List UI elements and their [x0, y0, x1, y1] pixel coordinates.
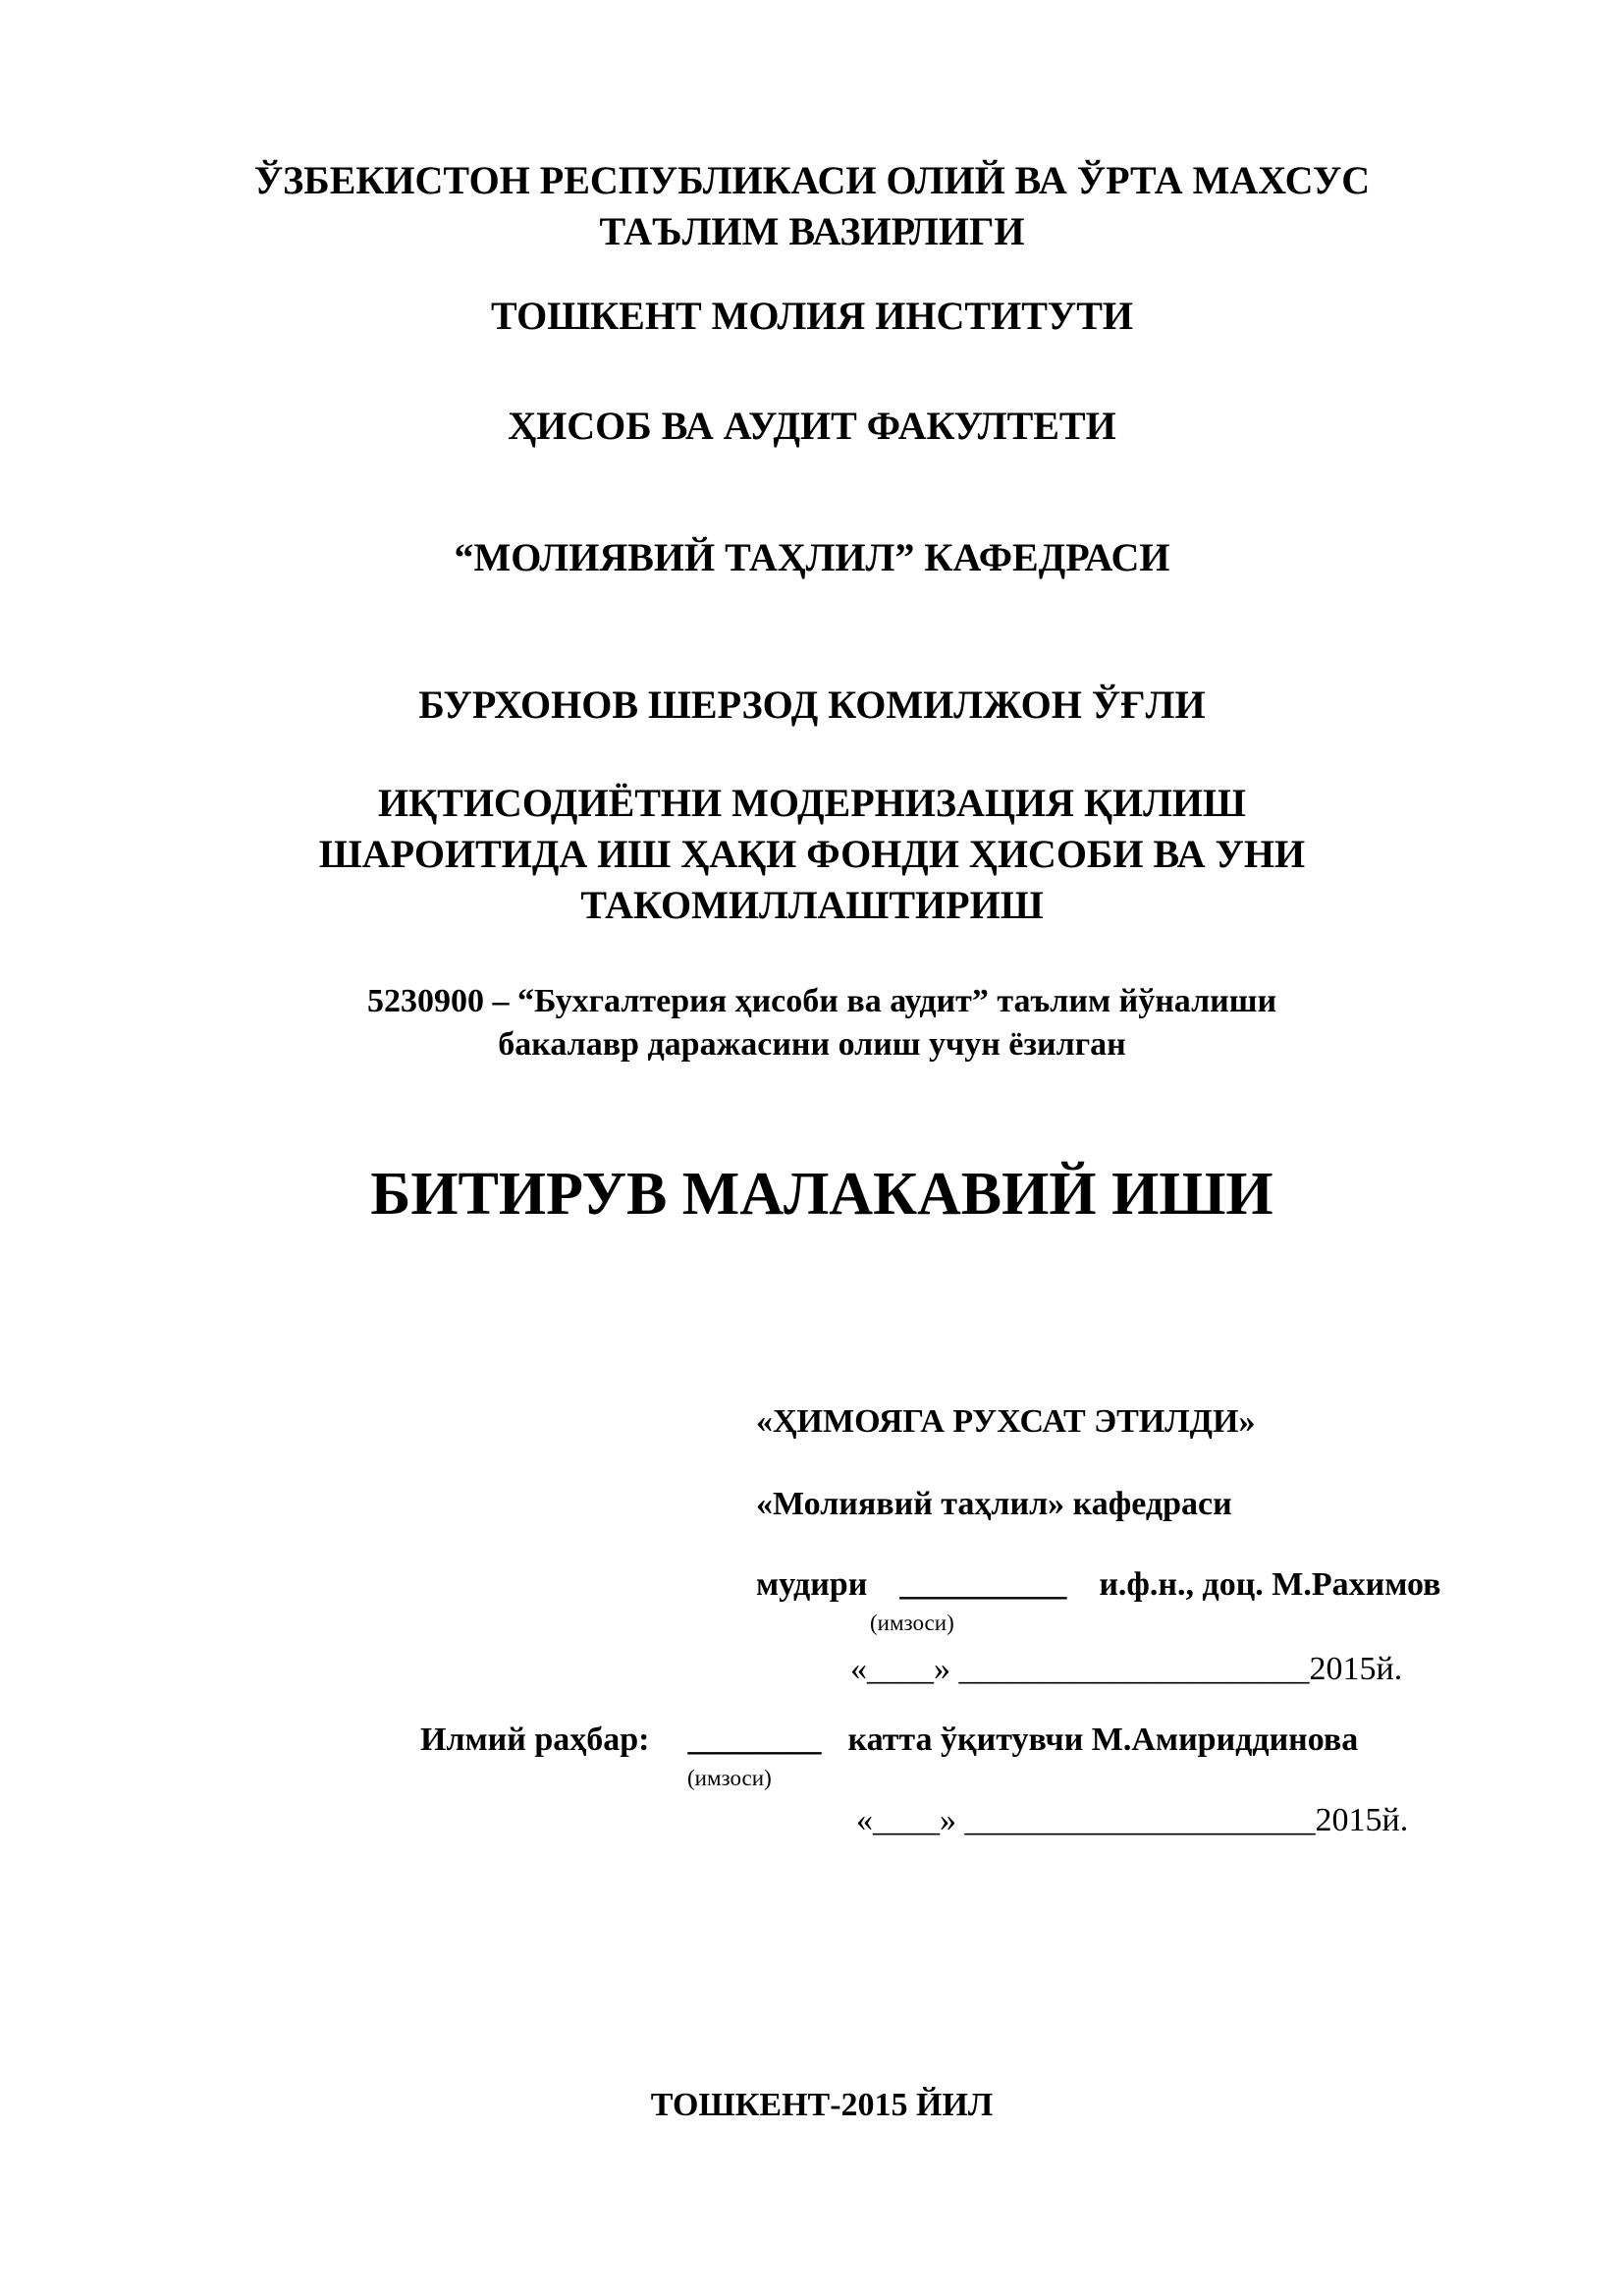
ministry-line-1: ЎЗБЕКИСТОН РЕСПУБЛИКАСИ ОЛИЙ ВА ЎРТА МАХСУС [253, 158, 1371, 202]
footer-city-year: ТОШКЕНТ-2015 ЙИЛ [650, 2087, 994, 2123]
institute-name: ТОШКЕНТ МОЛИЯ ИНСТИТУТИ [490, 294, 1134, 338]
supervisor-line [420, 1721, 1358, 1760]
department-name: “МОЛИЯВИЙ ТАҲЛИЛ” КАФЕДРАСИ [454, 535, 1170, 579]
approval-head-signature-blank: __________ [899, 1566, 1067, 1603]
approval-head-name: и.ф.н., доц. М.Рахимов [1099, 1566, 1441, 1603]
supervisor-date-line: «____» _____________________2015й. [856, 1802, 1409, 1838]
author-name: БУРХОНОВ ШЕРЗОД КОМИЛЖОН ЎҒЛИ [418, 683, 1206, 727]
supervisor-label: Илмий раҳбар: [420, 1722, 650, 1758]
thesis-title-line-1: ИҚТИСОДИЁТНИ МОДЕРНИЗАЦИЯ ҚИЛИШ [378, 781, 1246, 825]
supervisor-signature-caption: (имзоси) [687, 1766, 772, 1790]
faculty-name: ҲИСОБ ВА АУДИТ ФАКУЛТЕТИ [508, 404, 1116, 448]
thesis-title-line-2: ШАРОИТИДА ИШ ҲАҚИ ФОНДИ ҲИСОБИ ВА УНИ [318, 832, 1306, 876]
specialty-line-2: бакалавр даражасини олиш учун ёзилган [498, 1026, 1126, 1063]
approval-signature-caption: (имзоси) [870, 1611, 954, 1635]
supervisor-name: катта ўқитувчи М.Амириддинова [847, 1722, 1359, 1758]
supervisor-signature-blank: ________ [687, 1722, 822, 1758]
approval-title: «ҲИМОЯГА РУХСАТ ЭТИЛДИ» [756, 1403, 1256, 1440]
approval-head-label: мудири [756, 1566, 868, 1603]
work-type-title: БИТИРУВ МАЛАКАВИЙ ИШИ [370, 1161, 1273, 1228]
approval-department: «Молиявий таҳлил» кафедраси [756, 1486, 1232, 1522]
ministry-line-2: ТАЪЛИМ ВАЗИРЛИГИ [599, 209, 1025, 253]
thesis-title-line-3: ТАКОМИЛЛАШТИРИШ [580, 883, 1044, 927]
approval-date-line: «____» _____________________2015й. [850, 1651, 1403, 1687]
approval-head-line [756, 1565, 1440, 1605]
specialty-line-1: 5230900 – “Бухгалтерия ҳисоби ва аудит” таълим йўналиши [366, 983, 1277, 1019]
